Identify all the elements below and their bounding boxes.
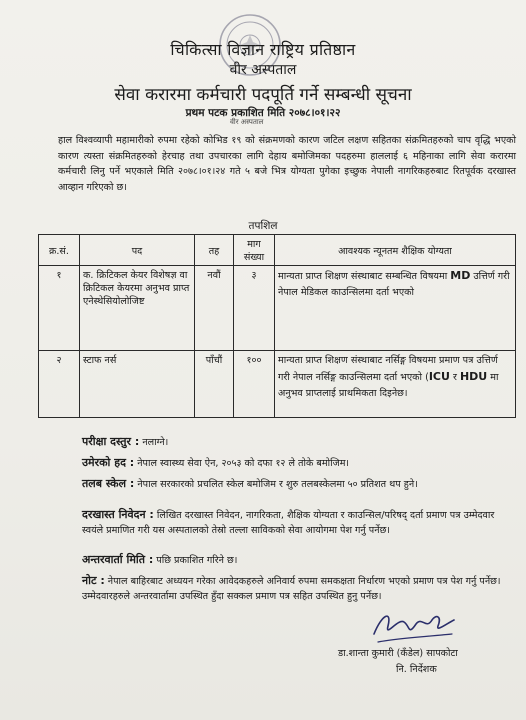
publication-date: प्रथम पटक प्रकाशित मिति २०७८।०१।२२ xyxy=(185,107,341,119)
row-level: नवौं xyxy=(195,266,234,351)
qual-text: उत्तिर्ण गरी नेपाल मेडिकल काउन्सिलमा दर्ता भएको xyxy=(278,271,510,298)
signatory-designation: नि. निर्देशक xyxy=(396,664,437,675)
row-sn: २ xyxy=(39,351,80,418)
institution-name: चिकित्सा विज्ञान राष्ट्रिय प्रतिष्ठान xyxy=(170,40,356,59)
row-post: स्टाफ नर्स xyxy=(80,351,195,418)
row-post: क. क्रिटिकल केयर विशेषज्ञ वा क्रिटिकल केयरमा अनुभव प्राप्त एनेस्थेसियोलोजिष्ट xyxy=(80,266,195,351)
qual-text: र xyxy=(449,372,460,383)
note-label: नोट : xyxy=(82,574,105,587)
interview-value: पछि प्रकाशित गरिने छ। xyxy=(153,555,238,566)
age-limit xyxy=(82,455,512,471)
table-header-row xyxy=(39,235,516,266)
header-post: पद xyxy=(80,235,195,266)
interview-date xyxy=(82,552,512,568)
age-limit-label: उमेरको हद : xyxy=(82,456,135,469)
note xyxy=(82,573,512,604)
signature-icon xyxy=(368,604,458,648)
application-value: लिखित दरखास्त निवेदन, नागरिकता, शैक्षिक योग्यता र काउन्सिल/परिषद् दर्ता प्रमाण पत्र उम्मेदवार स्वयंले प्रमाणित गरी यस अस्पतालको तेस्रो तल्ला साविकको सेवा आयोगमा पेश गर्नु पर्नेछ। xyxy=(82,510,495,536)
header-level: तह xyxy=(195,235,234,266)
qual-unit-icu: ICU xyxy=(428,370,450,383)
qual-unit-hdu: HDU xyxy=(459,370,488,383)
row-level: पाँचौं xyxy=(195,351,234,418)
qual-degree: MD xyxy=(450,269,471,282)
row-demand: १०० xyxy=(234,351,275,418)
row-qualification xyxy=(275,266,516,351)
notice-title: सेवा करारमा कर्मचारी पदपूर्ति गर्ने सम्बन्धी सूचना xyxy=(114,85,412,105)
note-value: नेपाल बाहिरबाट अध्ययन गरेका आवेदकहरुले अनिवार्य रुपमा समकक्षता निर्धारण भएको प्रमाण पत्र पेश गर्नु पर्नेछ। उम्मेदवारहरुले अन्तरवार्तामा उपस्थित हुँदा सक्कल प्रमाण पत्र सहित उपस्थित हुनु पर्नेछ। xyxy=(82,576,501,602)
salary-scale-label: तलब स्केल : xyxy=(82,477,135,490)
vacancy-table xyxy=(38,234,516,418)
interview-label: अन्तरवार्ता मिति : xyxy=(82,553,154,566)
row-qualification xyxy=(275,351,516,418)
intro-paragraph: हाल विश्वव्यापी महामारीको रुपमा रहेको कोभिड १९ को संक्रमणको कारण जटिल लक्षण सहितका संक्रमितहरुको चाप वृद्धि भएको कारण त्यस्ता संक्रमितहरुको हेरचाह तथा उपचारका लागि देहाय बमोजिमका पदहरुमा हाललाई ६ महिनाका लागि सेवा करारमा कर्मचारी लिनु पर्ने भएकाले मिति २०७८।०१।२४ गते ५ बजे भित्र योग्यता पुगेका इच्छुक नेपाली नागरिकहरुबाट रितपूर्वक दरखास्त आव्हान गरिएको छ। xyxy=(58,135,516,193)
exam-fee-value: नलाग्ने। xyxy=(139,437,169,448)
header-qualification: आवश्यक न्यूनतम शैक्षिक योग्यता xyxy=(275,235,516,266)
application-info xyxy=(82,507,512,538)
exam-fee xyxy=(82,434,512,450)
row-demand: ३ xyxy=(234,266,275,351)
qual-text: मान्यता प्राप्त शिक्षण संस्थाबाट नर्सिङ्ग विषयमा प्रमाण पत्र उत्तिर्ण गरी नेपाल नर्सिङ्ग काउन्सिलमा दर्ता भएको ( xyxy=(278,355,498,383)
hospital-name: वीर अस्पताल xyxy=(229,62,297,78)
table-row xyxy=(39,266,516,351)
salary-scale xyxy=(82,476,512,492)
header-demand: माग संख्या xyxy=(234,235,275,266)
row-sn: १ xyxy=(39,266,80,351)
header-sn: क्र.सं. xyxy=(39,235,80,266)
application-label: दरखास्त निवेदन : xyxy=(82,508,154,521)
signatory-name: डा.शान्ता कुमारी (कँडेल) सापकोटा xyxy=(338,648,458,659)
table-row xyxy=(39,351,516,418)
qual-text: मान्यता प्राप्त शिक्षण संस्थाबाट सम्बन्धित विषयमा xyxy=(278,271,448,282)
exam-fee-label: परीक्षा दस्तुर : xyxy=(82,435,140,448)
stamp-text: वीर अस्पताल xyxy=(230,118,264,126)
age-limit-value: नेपाल स्वास्थ्य सेवा ऐन, २०५३ को दफा १२ ले तोके बमोजिम। xyxy=(134,458,350,469)
salary-scale-value: नेपाल सरकारको प्रचलित स्केल बमोजिम र शुरु तलबस्केलमा ५० प्रतिशत थप हुने। xyxy=(134,479,418,490)
qual-text: मा अनुभव प्राप्तलाई प्राथमिकता दिइनेछ। xyxy=(278,372,499,399)
table-title: तपशिल xyxy=(248,220,278,232)
